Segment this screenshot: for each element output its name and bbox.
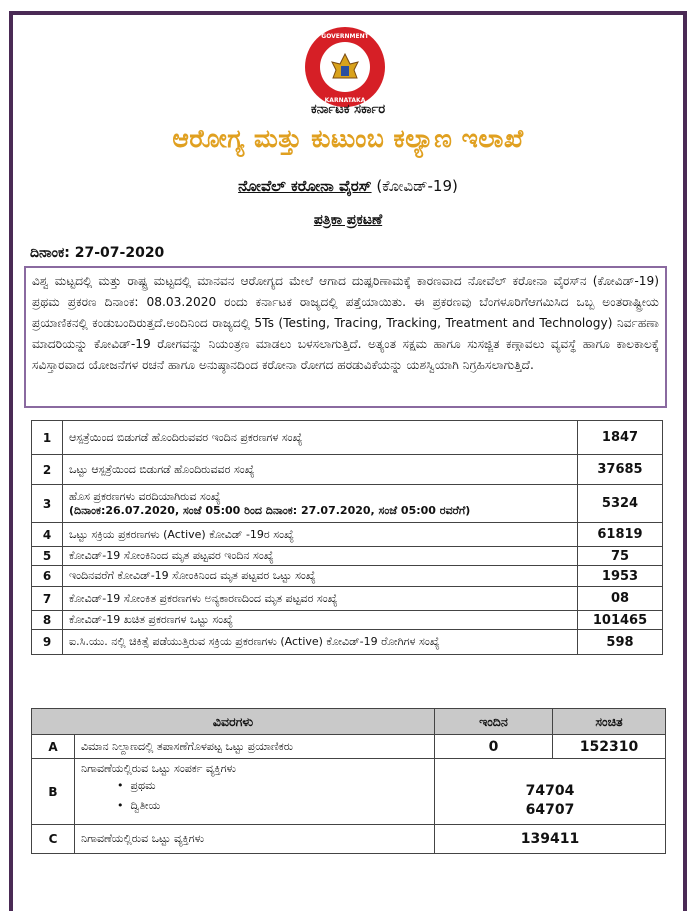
press-release-title: ಪತ್ರಿಕಾ ಪ್ರಕಟಣೆ bbox=[313, 212, 383, 228]
row-c-letter: C bbox=[32, 825, 75, 854]
stats-row-value: 61819 bbox=[578, 523, 663, 547]
details-row-a bbox=[32, 735, 666, 759]
stats-row-label-cell bbox=[63, 523, 578, 547]
stats-row-label-cell bbox=[63, 611, 578, 630]
stats-row-label: ಒಟ್ಟು ಆಸ್ಪತ್ರೆಯಿಂದ ಬಿಡುಗಡೆ ಹೊಂದಿರುವವರ ಸಂಖ್ಯೆ bbox=[69, 462, 255, 476]
stats-row-value: 08 bbox=[578, 587, 663, 611]
stats-row-number: 2 bbox=[32, 455, 63, 485]
topic-heading bbox=[0, 177, 696, 195]
row-a-label: ವಿಮಾನ ನಿಲ್ದಾಣದಲ್ಲಿ ತಪಾಸಣೆಗೊಳಪಟ್ಟ ಒಟ್ಟು ಪ್ರಯಾಣಿಕರು bbox=[75, 735, 435, 759]
stats-row-note: (ದಿನಾಂಕ:26.07.2020, ಸಂಜೆ 05:00 ರಿಂದ ದಿನಾಂಕ: 27.07.2020, ಸಂಜೆ 05:00 ರವರೆಗೆ) bbox=[69, 503, 471, 517]
stats-row-number: 1 bbox=[32, 421, 63, 455]
stats-row bbox=[32, 523, 663, 547]
stats-row-label: ಐ.ಸಿ.ಯು. ನಲ್ಲಿ ಚಿಕಿತ್ಸೆ ಪಡೆಯುತ್ತಿರುವ ಸಕ್ರಿಯ ಪ್ರಕರಣಗಳು (Active) ಕೋವಿಡ್-19 ರೋಗಿಗಳ ಸಂಖ್ಯೆ bbox=[69, 635, 440, 648]
stats-row-label: ಹೊಸ ಪ್ರಕರಣಗಳು ವರದಿಯಾಗಿರುವ ಸಂಖ್ಯೆ bbox=[69, 489, 221, 503]
primary-item: • ಪ್ರಥಮ bbox=[117, 779, 156, 792]
primary-value: 74704 bbox=[525, 783, 575, 799]
topic-main: ನೋವೆಲ್ ಕರೋನಾ ವೈರಸ್ bbox=[238, 177, 372, 195]
stats-row-value: 1847 bbox=[578, 421, 663, 455]
stats-row-number: 5 bbox=[32, 547, 63, 566]
stats-row-value: 1953 bbox=[578, 566, 663, 587]
stats-row-label: ಕೋವಿಡ್-19 ಸೋಂಕಿತ ಪ್ರಕರಣಗಳು ಅನ್ಯಕಾರಣದಿಂದ ಮೃತ ಪಟ್ಟವರ ಸಂಖ್ಯೆ bbox=[69, 591, 338, 605]
stats-row-label-cell bbox=[63, 547, 578, 566]
secondary-label: ದ್ವಿತೀಯ bbox=[130, 799, 161, 812]
row-b-values bbox=[435, 759, 666, 825]
stats-row-label: ಕೋವಿಡ್-19 ಖಚಿತ ಪ್ರಕರಣಗಳ ಒಟ್ಟು ಸಂಖ್ಯೆ bbox=[69, 613, 233, 626]
secondary-item: • ದ್ವಿತೀಯ bbox=[117, 799, 161, 812]
row-b-cell bbox=[75, 759, 435, 825]
header-description: ವಿವರಗಳು bbox=[32, 709, 435, 735]
intro-paragraph: ವಿಶ್ವ ಮಟ್ಟದಲ್ಲಿ ಮತ್ತು ರಾಷ್ಟ್ರ ಮಟ್ಟದಲ್ಲಿ ಮಾನವನ ಆರೋಗ್ಯದ ಮೇಲೆ ಆಗಾದ ದುಷ್ಪರಿಣಾಮಕ್ಕೆ ಕಾರಣವಾದ ನೋವೆಲ್ ಕರೋನಾ ವೈರಸ್‌ನ (ಕೋವಿಡ್-19) ಪ್ರಥಮ ಪ್ರಕರಣ ದಿನಾಂಕ: 08.03.2020 ರಂದು ಕರ್ನಾಟಕ ರಾಜ್ಯದಲ್ಲಿ ಪತ್ತೆಯಾಯಿತು. ಈ ಪ್ರಕರಣವು ಬೆಂಗಳೂರಿಗೆಆಗಮಿಸಿದ ಒಬ್ಬ ಅಂತರಾಷ್ಟ್ರೀಯ ಪ್ರಯಾಣಿಕನಲ್ಲಿ ಕಂಡುಬಂದಿರುತ್ತದೆ.ಅಂದಿನಿಂದ ರಾಜ್ಯದಲ್ಲಿ 5Ts (Testing, Tracing, Tracking, Treatment and Technology) ನಿರ್ವಹಣಾ ಮಾದರಿಯನ್ನು ಕೋವಿಡ್-19 ರೋಗವನ್ನು ನಿಯಂತ್ರಣ ಮಾಡಲು ಬಳಸಲಾಗುತ್ತಿದೆ. ಅತ್ಯಂತ ಸಕ್ಷಮ ಹಾಗೂ ಸುಸಜ್ಜಿತ ಕಣ್ಗಾವಲು ವ್ಯವಸ್ಥೆ ಹಾಗೂ ಕಾಲಕಾಲಕ್ಕೆ ಸವಿಸ್ತಾರವಾದ ಯೋಜನೆಗಳ ರಚನೆ ಹಾಗೂ ಅನುಷ್ಠಾನದಿಂದ ಕರೋನಾ ರೋಗದ ಹರಡುವಿಕೆಯನ್ನು ಯಶಸ್ವಿಯಾಗಿ ನಿಗ್ರಹಿಸಲಾಗುತ್ತಿದೆ. bbox=[24, 266, 667, 408]
stats-row-value: 101465 bbox=[578, 611, 663, 630]
stats-row-value: 75 bbox=[578, 547, 663, 566]
stats-row-label-cell bbox=[63, 455, 578, 485]
stats-row-label-cell bbox=[63, 630, 578, 655]
stats-row-label: ಆಸ್ಪತ್ರೆಯಿಂದ ಬಿಡುಗಡೆ ಹೊಂದಿರುವವರ ಇಂದಿನ ಪ್ರಕರಣಗಳ ಸಂಖ್ಯೆ bbox=[69, 430, 303, 444]
stats-row-value: 598 bbox=[578, 630, 663, 655]
stats-row-label-cell bbox=[63, 566, 578, 587]
row-a-today: 0 bbox=[435, 735, 553, 759]
stats-row bbox=[32, 587, 663, 611]
department-title: ಆರೋಗ್ಯ ಮತ್ತು ಕುಟುಂಬ ಕಲ್ಯಾಣ ಇಲಾಖೆ bbox=[172, 124, 524, 153]
row-c-total: 139411 bbox=[435, 825, 666, 854]
svg-text:GOVERNMENT: GOVERNMENT bbox=[321, 33, 369, 40]
stats-row-number: 6 bbox=[32, 566, 63, 587]
stats-row bbox=[32, 630, 663, 655]
stats-row-value: 5324 bbox=[578, 485, 663, 523]
stats-row bbox=[32, 566, 663, 587]
row-c-label: ನಿಗಾವಣೆಯಲ್ಲಿರುವ ಒಟ್ಟು ವ್ಯಕ್ತಿಗಳು bbox=[75, 825, 435, 854]
stats-row-number: 3 bbox=[32, 485, 63, 523]
header-total: ಸಂಚಿತ bbox=[553, 709, 666, 735]
stats-row-label-cell bbox=[63, 485, 578, 523]
government-name: ಕರ್ನಾಟಕ ಸರ್ಕಾರ bbox=[310, 102, 386, 117]
stats-table bbox=[31, 420, 663, 655]
stats-row bbox=[32, 455, 663, 485]
row-b-label: ನಿಗಾವಣೆಯಲ್ಲಿರುವ ಒಟ್ಟು ಸಂಪರ್ಕ ವ್ಯಕ್ತಿಗಳು bbox=[81, 762, 236, 775]
secondary-value: 64707 bbox=[525, 802, 575, 818]
row-a-letter: A bbox=[32, 735, 75, 759]
row-a-total: 152310 bbox=[553, 735, 666, 759]
stats-row-value: 37685 bbox=[578, 455, 663, 485]
row-b-letter: B bbox=[32, 759, 75, 825]
stats-row-label: ಕೋವಿಡ್-19 ಸೋಂಕಿನಿಂದ ಮೃತ ಪಟ್ಟವರ ಇಂದಿನ ಸಂಖ್ಯೆ bbox=[69, 549, 274, 562]
svg-text:KARNATAKA: KARNATAKA bbox=[324, 97, 366, 104]
stats-row bbox=[32, 611, 663, 630]
header-today: ಇಂದಿನ bbox=[435, 709, 553, 735]
karnataka-emblem-logo bbox=[304, 26, 386, 108]
stats-row-label-cell bbox=[63, 421, 578, 455]
stats-row-number: 4 bbox=[32, 523, 63, 547]
stats-row-number: 7 bbox=[32, 587, 63, 611]
details-row-c bbox=[32, 825, 666, 854]
details-header-row bbox=[32, 709, 666, 735]
release-date: ದಿನಾಂಕ: 27-07-2020 bbox=[30, 245, 165, 261]
stats-row-number: 8 bbox=[32, 611, 63, 630]
row-b-subitems bbox=[81, 776, 428, 816]
stats-row-number: 9 bbox=[32, 630, 63, 655]
details-table bbox=[31, 708, 666, 854]
stats-row-label: ಇಂದಿನವರೆಗೆ ಕೋವಿಡ್-19 ಸೋಂಕಿನಿಂದ ಮೃತ ಪಟ್ಟವರ ಒಟ್ಟು ಸಂಖ್ಯೆ bbox=[69, 569, 316, 582]
topic-sub: (ಕೋವಿಡ್-19) bbox=[371, 177, 458, 195]
stats-row-label: ಒಟ್ಟು ಸಕ್ರಿಯ ಪ್ರಕರಣಗಳು (Active) ಕೋವಿಡ್ -19ರ ಸಂಖ್ಯೆ bbox=[69, 527, 294, 541]
stats-row bbox=[32, 547, 663, 566]
stats-row bbox=[32, 485, 663, 523]
primary-label: ಪ್ರಥಮ bbox=[130, 779, 156, 792]
details-row-b bbox=[32, 759, 666, 825]
stats-row bbox=[32, 421, 663, 455]
stats-row-label-cell bbox=[63, 587, 578, 611]
